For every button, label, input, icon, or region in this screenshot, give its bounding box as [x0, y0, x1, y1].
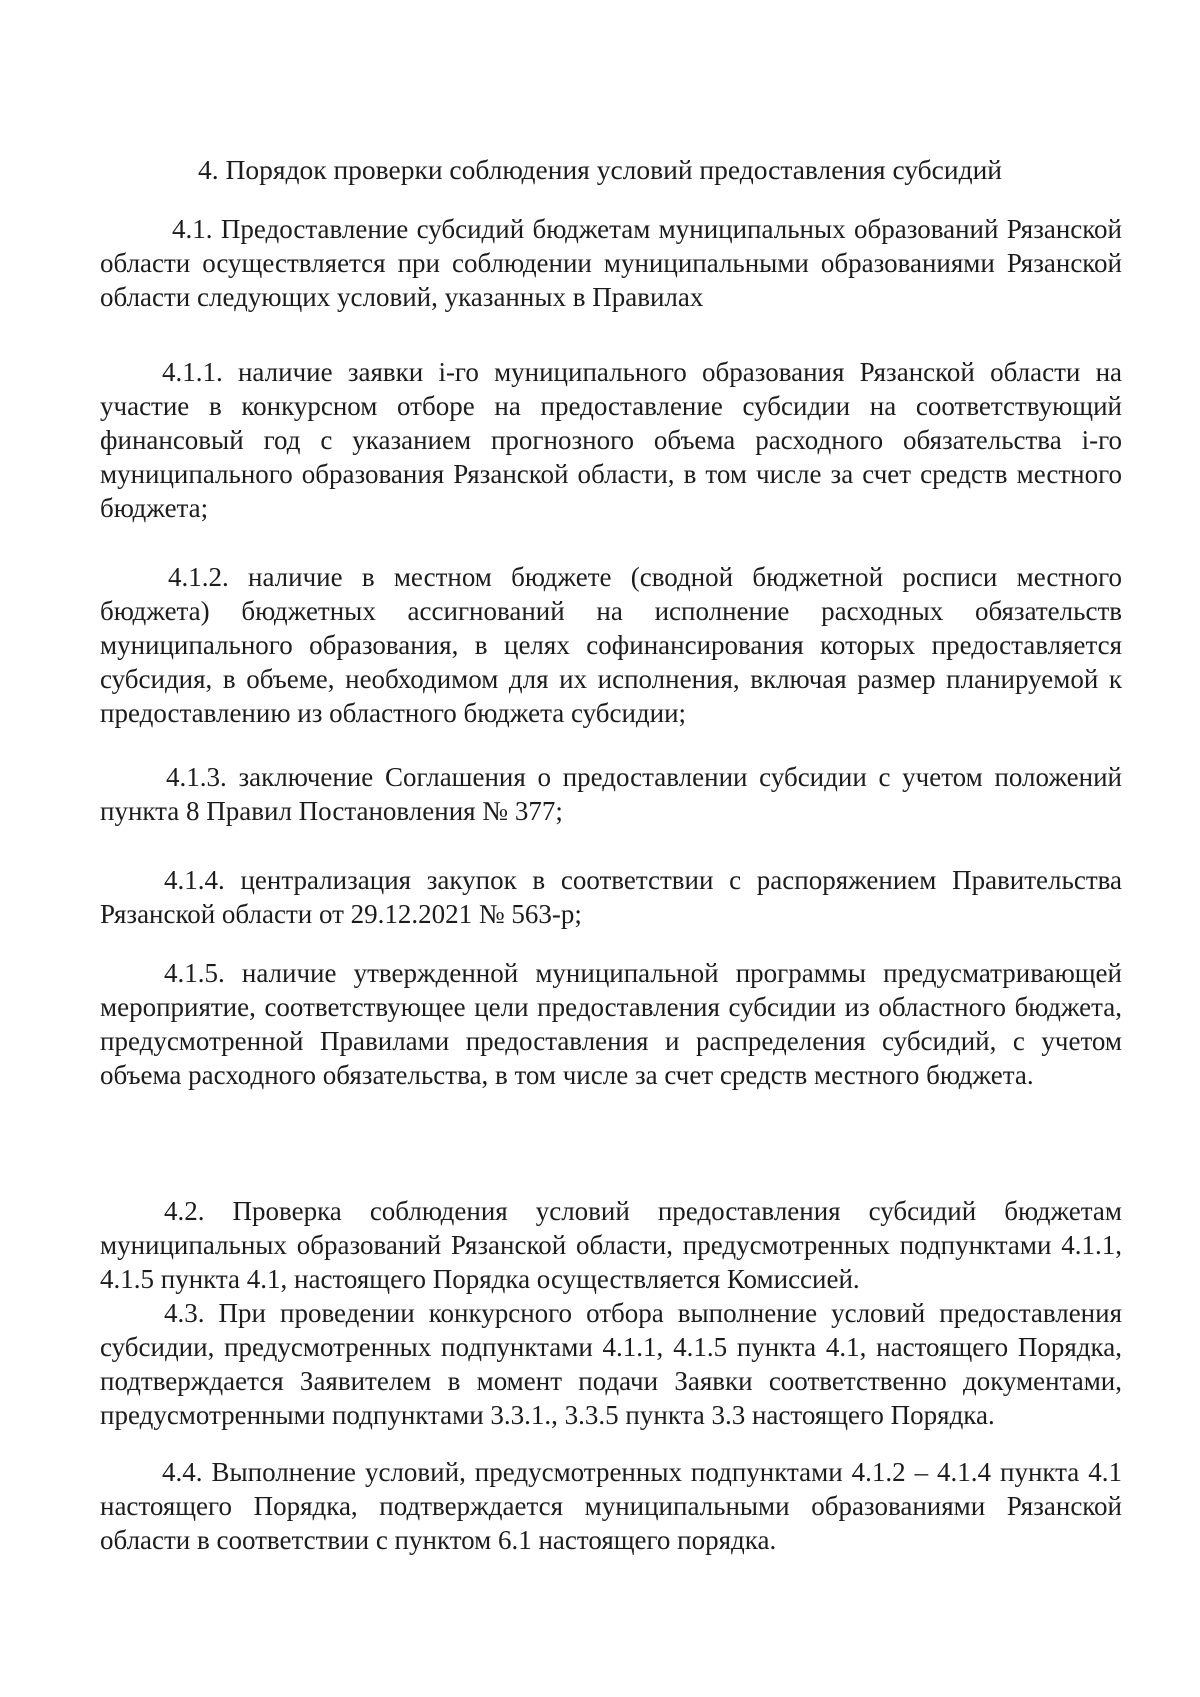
- paragraph-4-4: 4.4. Выполнение условий, предусмотренных подпунктами 4.1.2 – 4.1.4 пункта 4.1 настоящего Порядка, подтверждается муниципальными образованиями Рязанской области в соответствии с пунктом 6.1 настоящего порядка.: [100, 1457, 1122, 1555]
- paragraph-4-1-3: 4.1.3. заключение Соглашения о предоставлении субсидии с учетом положений пункта 8 Правил Постановления № 377;: [100, 762, 1122, 826]
- paragraph-4-1: 4.1. Предоставление субсидий бюджетам муниципальных образований Рязанской области осуществляется при соблюдении муниципальными образованиями Рязанской области следующих условий, указанных в Правилах: [100, 214, 1122, 312]
- paragraph-4-1-2: 4.1.2. наличие в местном бюджете (сводной бюджетной росписи местного бюджета) бюджетных ассигнований на исполнение расходных обязательств муниципального образования, в целях софинансирования которых предоставляется субсидия, в объеме, необходимом для их исполнения, включая размер планируемой к предоставлению из областного бюджета субсидии;: [100, 562, 1122, 728]
- paragraph-4-1-1: 4.1.1. наличие заявки i-го муниципального образования Рязанской области на участие в конкурсном отборе на предоставление субсидии на соответствующий финансовый год с указанием прогнозного объема расходного обязательства i-го муниципального образования Рязанской области, в том числе за счет средств местного бюджета;: [100, 357, 1122, 523]
- paragraph-4-2: 4.2. Проверка соблюдения условий предоставления субсидий бюджетам муниципальных образований Рязанской области, предусмотренных подпунктами 4.1.1, 4.1.5 пункта 4.1, настоящего Порядка осуществляется Комиссией.: [100, 1196, 1122, 1294]
- paragraph-4-3: 4.3. При проведении конкурсного отбора выполнение условий предоставления субсидии, предусмотренных подпунктами 4.1.1, 4.1.5 пункта 4.1, настоящего Порядка, подтверждается Заявителем в момент подачи Заявки соответственно документами, предусмотренными подпунктами 3.3.1., 3.3.5 пункта 3.3 настоящего Порядка.: [100, 1298, 1122, 1430]
- paragraph-4-1-4: 4.1.4. централизация закупок в соответствии с распоряжением Правительства Рязанской области от 29.12.2021 № 563-р;: [100, 865, 1122, 929]
- paragraph-4-1-5: 4.1.5. наличие утвержденной муниципальной программы предусматривающей мероприятие, соответствующее цели предоставления субсидии из областного бюджета, предусмотренной Правилами предоставления и распределения субсидий, с учетом объема расходного обязательства, в том числе за счет средств местного бюджета.: [100, 958, 1122, 1090]
- section-title: 4. Порядок проверки соблюдения условий предоставления субсидий: [197, 154, 1003, 185]
